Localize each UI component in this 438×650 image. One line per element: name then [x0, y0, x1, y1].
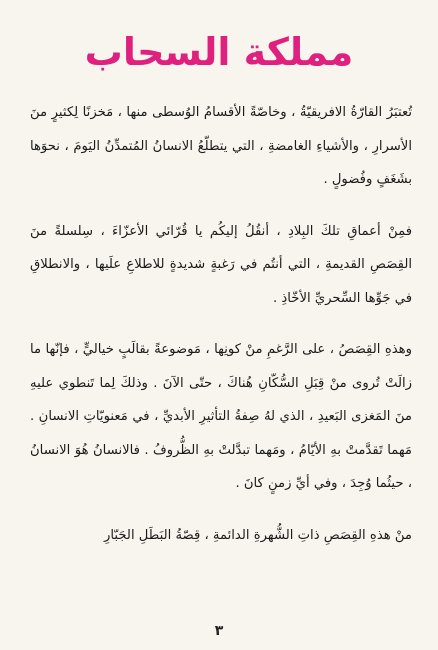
page-title: مملكة السحاب — [84, 30, 354, 74]
paragraph-4: منْ هذهِ القِصَصِ ذاتِ الشُّهرةِ الدائمةِ ، قِصّةُ البَطَلِ الجَبّارِ — [104, 527, 412, 543]
paragraph-2: فمِنْ أعماقِ تلكَ البِلادِ ، أنقُلُ إليكُم يا قُرّائي الأعزّاءَ ، سِلسلةً منَ القِصَصِ القديمةِ ، التي أنتُم في رَغبةٍ شديدةٍ للاطلاعِ علَيها ، والانطلاقِ في جَوِّها السِّحريِّ الأخّاذِ . — [30, 223, 412, 306]
paragraph-1: تُعتبَرُ القارّةُ الافريقيّةُ ، وخاصّةً الأقسامُ الوُسطى منها ، مَخزنًا لِكثيرٍ منَ الأسرارِ ، والأشياءِ الغامضةِ ، التي يتطلّعُ الانسانُ المُتمدِّنُ اليَومَ ، نحوَها بشَغَفٍ وفُضولٍ . — [30, 105, 412, 187]
body-text — [30, 96, 412, 570]
page-number: ٣ — [214, 623, 224, 639]
paragraph-3: وهذهِ القِصَصُ ، على الرَّغمِ منْ كونِها ، مَوضوعةً بقالَبٍ خياليٍّ ، فإنّها ما زالَتْ تُروى منْ قِبَلِ السُّكّانِ هُناكَ ، حتّى الآنَ . وذلكَ لِما تَنطوي عليهِ منَ المَغزى البَعيدِ ، الذي لهُ صِفةُ التأثيرِ الأبديِّ ، في مَعنويّاتِ الانسانِ . مَهما تَقدَّمتْ بهِ الأيّامُ ، ومَهما تبدَّلتْ بهِ الظُّروفُ . فالانسانُ هُوَ الانسانُ ، حيثُما وُجِدَ ، وفي أيِّ زمنٍ كانَ . — [30, 342, 412, 491]
